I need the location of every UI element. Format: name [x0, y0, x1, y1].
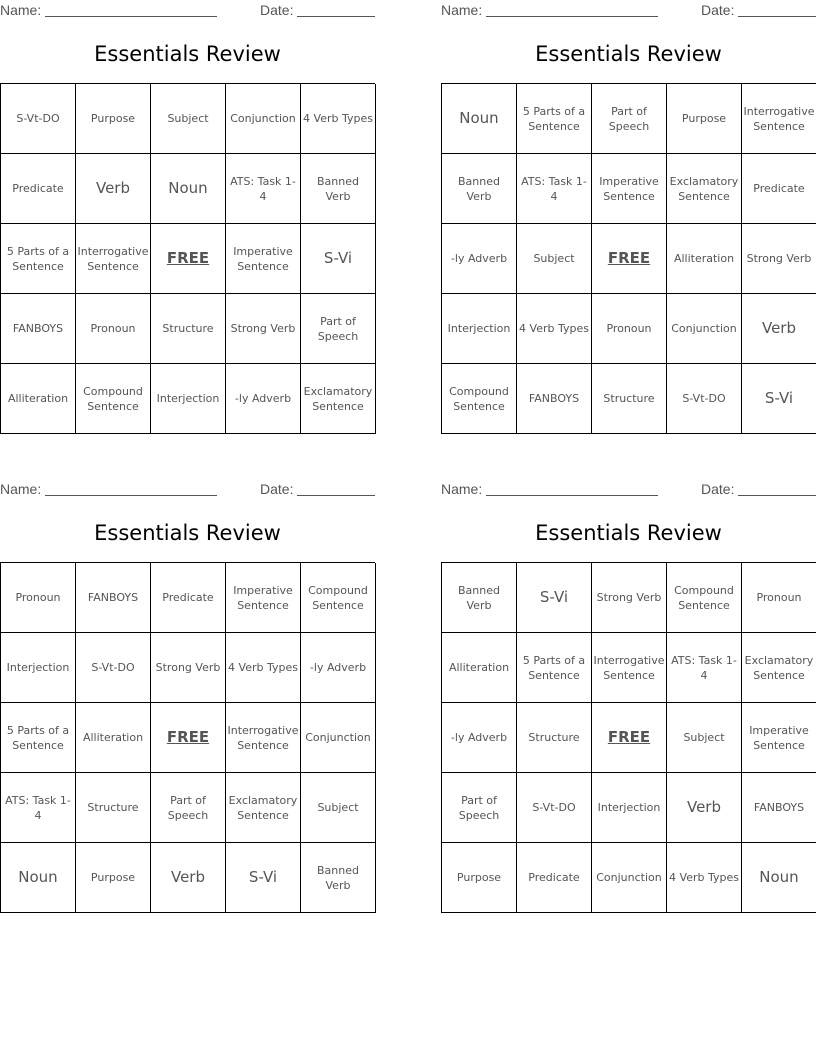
name-blank: [45, 2, 217, 17]
bingo-card-1: [0, 0, 375, 440]
bingo-cell: Part of Speech: [301, 294, 376, 364]
bingo-cell: Structure: [151, 294, 226, 364]
bingo-cell: S-Vt-DO: [517, 773, 592, 843]
bingo-cell: 4 Verb Types: [667, 843, 742, 913]
bingo-cell: Predicate: [1, 154, 76, 224]
name-blank: [486, 481, 658, 496]
bingo-cell: ATS: Task 1-4: [517, 154, 592, 224]
name-blank: [45, 481, 217, 496]
bingo-cell: Interjection: [592, 773, 667, 843]
bingo-grid: [0, 562, 375, 913]
bingo-cell: Conjunction: [667, 294, 742, 364]
bingo-cell: Predicate: [151, 563, 226, 633]
bingo-cell: Noun: [742, 843, 816, 913]
bingo-cell: Pronoun: [1, 563, 76, 633]
bingo-cell: Purpose: [76, 84, 151, 154]
bingo-cell: Compound Sentence: [301, 563, 376, 633]
bingo-cell: Purpose: [76, 843, 151, 913]
bingo-cell: Interrogative Sentence: [592, 633, 667, 703]
card-header: [0, 0, 375, 22]
bingo-cell: Verb: [742, 294, 816, 364]
bingo-cell: Interjection: [1, 633, 76, 703]
bingo-cell: Subject: [667, 703, 742, 773]
bingo-cell: Compound Sentence: [667, 563, 742, 633]
bingo-cell: Imperative Sentence: [226, 224, 301, 294]
bingo-cell: Purpose: [442, 843, 517, 913]
date-blank: [738, 2, 816, 17]
bingo-cell: Noun: [151, 154, 226, 224]
date-label: Date:: [701, 2, 735, 18]
bingo-cell: Part of Speech: [151, 773, 226, 843]
name-blank: [486, 2, 658, 17]
bingo-cell: Banned Verb: [442, 154, 517, 224]
card-title: Essentials Review: [535, 521, 722, 545]
bingo-cell: Conjunction: [592, 843, 667, 913]
name-label: Name:: [0, 481, 42, 497]
bingo-cell: S-Vt-DO: [76, 633, 151, 703]
bingo-cell: Exclamatory Sentence: [667, 154, 742, 224]
bingo-cell: Strong Verb: [592, 563, 667, 633]
bingo-cell: Alliteration: [76, 703, 151, 773]
bingo-cell: Purpose: [667, 84, 742, 154]
bingo-cell: Compound Sentence: [76, 364, 151, 434]
bingo-cell: Imperative Sentence: [226, 563, 301, 633]
bingo-cell: ATS: Task 1-4: [667, 633, 742, 703]
bingo-cell: FANBOYS: [1, 294, 76, 364]
bingo-cell: -ly Adverb: [226, 364, 301, 434]
bingo-cell: Banned Verb: [442, 563, 517, 633]
bingo-cell: Part of Speech: [442, 773, 517, 843]
bingo-cell: Noun: [1, 843, 76, 913]
bingo-cell: 5 Parts of a Sentence: [517, 84, 592, 154]
card-header: [0, 479, 375, 501]
name-label: Name:: [441, 481, 483, 497]
free-space-cell: FREE: [592, 703, 667, 773]
bingo-cell: ATS: Task 1-4: [226, 154, 301, 224]
bingo-cell: Interjection: [442, 294, 517, 364]
bingo-cell: Banned Verb: [301, 843, 376, 913]
date-label: Date:: [701, 481, 735, 497]
free-space-cell: FREE: [592, 224, 667, 294]
bingo-cell: -ly Adverb: [442, 224, 517, 294]
bingo-cell: Pronoun: [592, 294, 667, 364]
bingo-card-4: [441, 479, 816, 919]
name-label: Name:: [441, 2, 483, 18]
date-blank: [297, 2, 375, 17]
bingo-cell: S-Vt-DO: [667, 364, 742, 434]
bingo-cell: Compound Sentence: [442, 364, 517, 434]
free-space-cell: FREE: [151, 224, 226, 294]
bingo-cell: Alliteration: [442, 633, 517, 703]
bingo-grid: [441, 83, 816, 434]
date-blank: [297, 481, 375, 496]
bingo-cell: S-Vt-DO: [1, 84, 76, 154]
bingo-cell: Subject: [151, 84, 226, 154]
bingo-grid: [441, 562, 816, 913]
date-blank: [738, 481, 816, 496]
bingo-cell: Interrogative Sentence: [76, 224, 151, 294]
bingo-cell: ATS: Task 1-4: [1, 773, 76, 843]
bingo-cell: S-Vi: [742, 364, 816, 434]
bingo-cell: Interrogative Sentence: [742, 84, 816, 154]
bingo-cell: Exclamatory Sentence: [301, 364, 376, 434]
bingo-cell: Exclamatory Sentence: [226, 773, 301, 843]
bingo-cell: Alliteration: [667, 224, 742, 294]
bingo-cell: S-Vi: [301, 224, 376, 294]
bingo-cell: Subject: [301, 773, 376, 843]
bingo-cell: 4 Verb Types: [226, 633, 301, 703]
bingo-cell: -ly Adverb: [442, 703, 517, 773]
date-label: Date:: [260, 2, 294, 18]
bingo-cell: S-Vi: [226, 843, 301, 913]
name-label: Name:: [0, 2, 42, 18]
bingo-cell: Alliteration: [1, 364, 76, 434]
bingo-cell: 4 Verb Types: [517, 294, 592, 364]
bingo-cell: Predicate: [517, 843, 592, 913]
bingo-cell: 5 Parts of a Sentence: [1, 703, 76, 773]
bingo-cell: Interjection: [151, 364, 226, 434]
free-space-cell: FREE: [151, 703, 226, 773]
bingo-cell: S-Vi: [517, 563, 592, 633]
bingo-card-3: [0, 479, 375, 919]
bingo-cell: Strong Verb: [151, 633, 226, 703]
bingo-cell: Verb: [667, 773, 742, 843]
bingo-cell: Subject: [517, 224, 592, 294]
bingo-cell: Strong Verb: [226, 294, 301, 364]
bingo-cell: Imperative Sentence: [592, 154, 667, 224]
bingo-cell: -ly Adverb: [301, 633, 376, 703]
bingo-cell: Pronoun: [76, 294, 151, 364]
card-header: [441, 0, 816, 22]
card-title: Essentials Review: [535, 42, 722, 66]
bingo-cell: FANBOYS: [742, 773, 816, 843]
bingo-cell: 5 Parts of a Sentence: [517, 633, 592, 703]
date-label: Date:: [260, 481, 294, 497]
bingo-cell: FANBOYS: [76, 563, 151, 633]
bingo-cell: Strong Verb: [742, 224, 816, 294]
bingo-cell: FANBOYS: [517, 364, 592, 434]
card-title: Essentials Review: [94, 521, 281, 545]
bingo-cell: Pronoun: [742, 563, 816, 633]
bingo-card-2: [441, 0, 816, 440]
bingo-cell: Banned Verb: [301, 154, 376, 224]
bingo-cell: Structure: [76, 773, 151, 843]
bingo-cell: Conjunction: [226, 84, 301, 154]
bingo-cell: Noun: [442, 84, 517, 154]
bingo-cell: Predicate: [742, 154, 816, 224]
bingo-cell: Part of Speech: [592, 84, 667, 154]
bingo-grid: [0, 83, 375, 434]
bingo-cell: Verb: [151, 843, 226, 913]
bingo-cell: Interrogative Sentence: [226, 703, 301, 773]
bingo-cell: Structure: [592, 364, 667, 434]
bingo-cell: Exclamatory Sentence: [742, 633, 816, 703]
bingo-cell: Verb: [76, 154, 151, 224]
bingo-cell: Conjunction: [301, 703, 376, 773]
card-header: [441, 479, 816, 501]
bingo-cell: Imperative Sentence: [742, 703, 816, 773]
bingo-cell: Structure: [517, 703, 592, 773]
bingo-cell: 4 Verb Types: [301, 84, 376, 154]
bingo-cell: 5 Parts of a Sentence: [1, 224, 76, 294]
card-title: Essentials Review: [94, 42, 281, 66]
